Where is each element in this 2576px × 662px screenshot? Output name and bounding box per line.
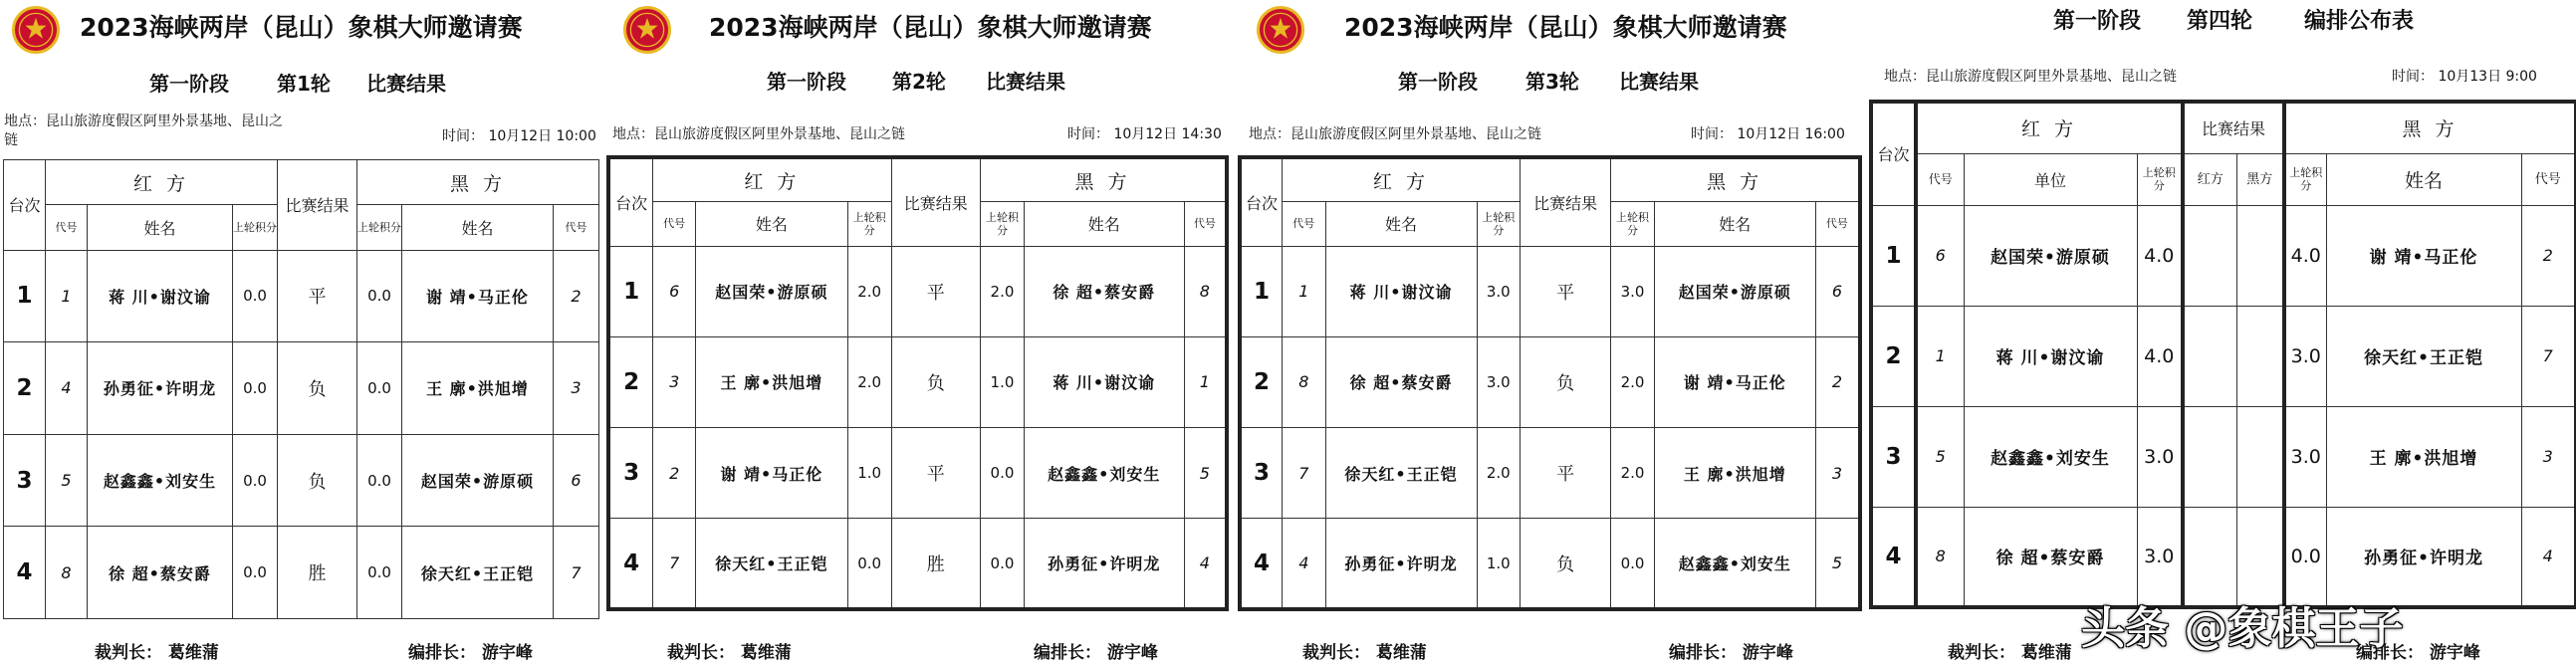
header-red-score: 上轮积分	[233, 205, 278, 250]
table-row	[4, 250, 599, 342]
header-red: 红 方	[1283, 157, 1521, 202]
header-black-score: 上轮积分	[2284, 153, 2326, 205]
red-code: 1	[46, 250, 88, 342]
red-code: 5	[46, 434, 88, 527]
result-red-cell	[2183, 306, 2236, 406]
stage-label: 第一阶段	[2053, 9, 2142, 34]
red-score: 3.0	[1477, 246, 1521, 336]
location-text: 地点：昆山旅游度假区阿里外景基地、昆山之链	[1884, 69, 2177, 85]
red-code: 8	[46, 527, 88, 619]
red-name: 孙勇征•许明龙	[88, 342, 233, 435]
header-red-score: 上轮积分	[1477, 202, 1521, 247]
result: 负	[891, 336, 981, 427]
board-number: 3	[1240, 428, 1283, 519]
table-row	[4, 527, 599, 619]
chief-referee: 裁判长： 葛维蒲	[95, 643, 219, 662]
emblem-logo-icon	[623, 6, 671, 54]
red-name: 徐天红•王正铠	[696, 519, 848, 609]
time-text: 时间： 10月12日 16:00	[1691, 126, 1845, 142]
header-result: 比赛结果	[2183, 102, 2284, 153]
red-code: 6	[653, 246, 696, 336]
header-result: 比赛结果	[1521, 157, 1611, 246]
red-code: 7	[1283, 428, 1326, 519]
round-label: 第3轮	[1525, 70, 1579, 94]
pairing-table	[1869, 100, 2576, 609]
black-score: 0.0	[2284, 507, 2326, 607]
watermark: 头条 @象棋王子	[2081, 603, 2404, 654]
header-red-code: 代号	[1916, 153, 1964, 205]
stage-label: 第一阶段	[1398, 70, 1478, 94]
header-board: 台次	[1240, 157, 1283, 246]
black-code: 4	[1184, 519, 1227, 609]
black-name: 徐天红•王正铠	[2326, 306, 2521, 406]
result: 平	[891, 428, 981, 519]
board-number: 4	[1240, 519, 1283, 609]
table-row	[1240, 519, 1860, 609]
result-black-cell	[2236, 205, 2284, 306]
board-number: 3	[608, 428, 653, 519]
red-score: 0.0	[233, 527, 278, 619]
black-code: 5	[1184, 428, 1227, 519]
round-label: 第1轮	[277, 72, 331, 96]
red-score: 2.0	[1477, 428, 1521, 519]
black-name: 孙勇征•许明龙	[2326, 507, 2521, 607]
black-score: 3.0	[1611, 246, 1655, 336]
black-code: 1	[1184, 336, 1227, 427]
board-number: 4	[608, 519, 653, 609]
emblem-logo-icon	[12, 6, 60, 54]
header-result-black: 黑方	[2236, 153, 2284, 205]
black-score: 3.0	[2284, 406, 2326, 507]
board-number: 1	[1871, 205, 1916, 306]
red-name: 孙勇征•许明龙	[1325, 519, 1477, 609]
red-code: 8	[1916, 507, 1964, 607]
chief-referee: 裁判长： 葛维蒲	[1948, 643, 2072, 662]
event-title: 2023海峡两岸（昆山）象棋大师邀请赛	[709, 13, 1152, 42]
results-table	[606, 155, 1229, 611]
table-row	[608, 519, 1227, 609]
red-name: 王 廓•洪旭增	[696, 336, 848, 427]
black-name: 王 廓•洪旭增	[2326, 406, 2521, 507]
black-score: 4.0	[2284, 205, 2326, 306]
black-code: 6	[1815, 246, 1860, 336]
red-score: 0.0	[233, 342, 278, 435]
black-code: 3	[554, 342, 599, 435]
chief-referee: 裁判长： 葛维蒲	[667, 643, 792, 662]
scheduler: 编排长： 游宇峰	[1034, 643, 1158, 662]
black-name: 赵鑫鑫•刘安生	[1654, 519, 1815, 609]
black-code: 3	[2521, 406, 2576, 507]
black-name: 赵鑫鑫•刘安生	[1024, 428, 1184, 519]
red-name: 蒋 川•谢汶谕	[1325, 246, 1477, 336]
black-code: 2	[1815, 336, 1860, 427]
event-title: 2023海峡两岸（昆山）象棋大师邀请赛	[80, 13, 523, 42]
board-number: 3	[4, 434, 46, 527]
results-table	[3, 159, 599, 619]
board-number: 1	[4, 250, 46, 342]
black-name: 谢 靖•马正伦	[402, 250, 554, 342]
result-title: 比赛结果	[1619, 70, 1699, 94]
red-score: 1.0	[1477, 519, 1521, 609]
header-board: 台次	[608, 157, 653, 246]
black-score: 0.0	[1611, 519, 1655, 609]
header-result-red: 红方	[2183, 153, 2236, 205]
red-name: 徐天红•王正铠	[1325, 428, 1477, 519]
black-score: 2.0	[1611, 336, 1655, 427]
header-black-name: 姓名	[402, 205, 554, 250]
result: 负	[278, 434, 357, 527]
red-score: 3.0	[1477, 336, 1521, 427]
red-code: 4	[1283, 519, 1326, 609]
header-black-code: 代号	[554, 205, 599, 250]
header-red: 红 方	[1916, 102, 2183, 153]
header-red-code: 代号	[1283, 202, 1326, 247]
black-name: 蒋 川•谢汶谕	[1024, 336, 1184, 427]
red-name: 赵国荣•游原硕	[696, 246, 848, 336]
black-code: 5	[1815, 519, 1860, 609]
header-black-name: 姓名	[1024, 202, 1184, 247]
red-name: 赵鑫鑫•刘安生	[88, 434, 233, 527]
location-text: 地点：昆山旅游度假区阿里外景基地、昆山之链	[1249, 126, 1541, 142]
red-score: 1.0	[847, 428, 891, 519]
red-code: 5	[1916, 406, 1964, 507]
red-score: 2.0	[847, 246, 891, 336]
header-red: 红 方	[653, 157, 891, 202]
black-code: 7	[2521, 306, 2576, 406]
result-black-cell	[2236, 406, 2284, 507]
board-number: 1	[608, 246, 653, 336]
chief-referee: 裁判长： 葛维蒲	[1302, 643, 1427, 662]
time-text: 时间： 10月12日 10:00	[442, 128, 596, 144]
red-score: 3.0	[2137, 507, 2183, 607]
result-black-cell	[2236, 306, 2284, 406]
board-number: 2	[608, 336, 653, 427]
black-score: 0.0	[357, 527, 402, 619]
scheduler: 编排长： 游宇峰	[2356, 643, 2480, 662]
black-code: 7	[554, 527, 599, 619]
table-row	[608, 246, 1227, 336]
header-result: 比赛结果	[278, 160, 357, 251]
table-row	[1871, 205, 2576, 306]
black-score: 2.0	[981, 246, 1025, 336]
header-board: 台次	[4, 160, 46, 251]
header-red-score: 上轮积分	[2137, 153, 2183, 205]
board-number: 3	[1871, 406, 1916, 507]
black-score: 3.0	[2284, 306, 2326, 406]
red-code: 1	[1283, 246, 1326, 336]
black-score: 0.0	[981, 428, 1025, 519]
red-code: 8	[1283, 336, 1326, 427]
header-red-code: 代号	[46, 205, 88, 250]
result: 胜	[278, 527, 357, 619]
red-score: 3.0	[2137, 406, 2183, 507]
black-score: 2.0	[1611, 428, 1655, 519]
red-name: 徐 超•蔡安爵	[1964, 507, 2137, 607]
header-red-score: 上轮积分	[847, 202, 891, 247]
table-row	[608, 336, 1227, 427]
round-label: 第四轮	[2187, 9, 2253, 34]
stage-label: 第一阶段	[767, 70, 846, 94]
table-row	[1871, 306, 2576, 406]
result-red-cell	[2183, 406, 2236, 507]
red-name: 徐 超•蔡安爵	[1325, 336, 1477, 427]
round-3-panel	[1235, 0, 1864, 662]
emblem-logo-icon	[1257, 6, 1304, 54]
black-name: 徐 超•蔡安爵	[1024, 246, 1184, 336]
red-code: 2	[653, 428, 696, 519]
board-number: 4	[4, 527, 46, 619]
header-red-name: 姓名	[88, 205, 233, 250]
table-row	[608, 428, 1227, 519]
red-name: 赵国荣•游原硕	[1964, 205, 2137, 306]
result: 平	[278, 250, 357, 342]
result: 平	[891, 246, 981, 336]
black-code: 3	[1815, 428, 1860, 519]
black-score: 0.0	[357, 342, 402, 435]
header-black-score: 上轮积分	[1611, 202, 1655, 247]
red-code: 6	[1916, 205, 1964, 306]
black-score: 0.0	[981, 519, 1025, 609]
results-table	[1238, 155, 1862, 611]
black-name: 谢 靖•马正伦	[1654, 336, 1815, 427]
red-score: 2.0	[847, 336, 891, 427]
header-black: 黑 方	[357, 160, 599, 205]
scheduler: 编排长： 游宇峰	[1669, 643, 1793, 662]
red-score: 0.0	[847, 519, 891, 609]
red-name: 徐 超•蔡安爵	[88, 527, 233, 619]
board-number: 2	[1871, 306, 1916, 406]
table-row	[1240, 428, 1860, 519]
black-score: 0.0	[357, 434, 402, 527]
round-4-panel	[1866, 0, 2576, 662]
result-title: 比赛结果	[366, 72, 446, 96]
round-1-panel	[0, 0, 601, 662]
result: 负	[278, 342, 357, 435]
event-title: 2023海峡两岸（昆山）象棋大师邀请赛	[1344, 13, 1787, 42]
red-score: 4.0	[2137, 205, 2183, 306]
header-black-score: 上轮积分	[981, 202, 1025, 247]
red-name: 蒋 川•谢汶谕	[1964, 306, 2137, 406]
scheduler: 编排长： 游宇峰	[408, 643, 533, 662]
result: 胜	[891, 519, 981, 609]
black-code: 4	[2521, 507, 2576, 607]
result-red-cell	[2183, 205, 2236, 306]
header-unit: 单位	[1964, 153, 2137, 205]
time-text: 时间： 10月12日 14:30	[1067, 126, 1222, 142]
header-red-name: 姓名	[696, 202, 848, 247]
red-name: 赵鑫鑫•刘安生	[1964, 406, 2137, 507]
table-row	[4, 342, 599, 435]
result: 负	[1521, 519, 1611, 609]
board-number: 2	[4, 342, 46, 435]
header-red-code: 代号	[653, 202, 696, 247]
header-black-code: 代号	[1184, 202, 1227, 247]
red-name: 蒋 川•谢汶谕	[88, 250, 233, 342]
black-code: 2	[2521, 205, 2576, 306]
result: 平	[1521, 246, 1611, 336]
black-code: 6	[554, 434, 599, 527]
black-name: 王 廓•洪旭增	[1654, 428, 1815, 519]
header-black: 黑 方	[2284, 102, 2576, 153]
red-score: 4.0	[2137, 306, 2183, 406]
table-row	[1240, 246, 1860, 336]
black-score: 1.0	[981, 336, 1025, 427]
location-text: 地点：昆山旅游度假区阿里外景基地、昆山之链	[612, 126, 905, 142]
black-score: 0.0	[357, 250, 402, 342]
black-name: 王 廓•洪旭增	[402, 342, 554, 435]
header-black-name: 姓名	[1654, 202, 1815, 247]
board-number: 4	[1871, 507, 1916, 607]
black-name: 谢 靖•马正伦	[2326, 205, 2521, 306]
red-name: 谢 靖•马正伦	[696, 428, 848, 519]
black-name: 赵国荣•游原硕	[1654, 246, 1815, 336]
black-code: 2	[554, 250, 599, 342]
black-code: 8	[1184, 246, 1227, 336]
schedule-title: 编排公布表	[2304, 9, 2415, 34]
header-black: 黑 方	[1611, 157, 1860, 202]
header-red-name: 姓名	[1325, 202, 1477, 247]
header-black-code: 代号	[2521, 153, 2576, 205]
red-code: 4	[46, 342, 88, 435]
time-text: 时间： 10月13日 9:00	[2392, 69, 2537, 85]
result: 平	[1521, 428, 1611, 519]
header-black: 黑 方	[981, 157, 1227, 202]
black-name: 孙勇征•许明龙	[1024, 519, 1184, 609]
red-code: 7	[653, 519, 696, 609]
round-label: 第2轮	[892, 70, 946, 94]
black-name: 徐天红•王正铠	[402, 527, 554, 619]
header-black-score: 上轮积分	[357, 205, 402, 250]
result-title: 比赛结果	[986, 70, 1065, 94]
table-row	[4, 434, 599, 527]
red-score: 0.0	[233, 434, 278, 527]
header-black-code: 代号	[1815, 202, 1860, 247]
red-code: 1	[1916, 306, 1964, 406]
table-row	[1240, 336, 1860, 427]
stage-label: 第一阶段	[149, 72, 229, 96]
board-number: 2	[1240, 336, 1283, 427]
location-text: 地点：昆山旅游度假区阿里外景基地、昆山之 链	[4, 113, 283, 148]
black-name: 赵国荣•游原硕	[402, 434, 554, 527]
red-code: 3	[653, 336, 696, 427]
red-score: 0.0	[233, 250, 278, 342]
round-2-panel	[603, 0, 1233, 662]
table-row	[1871, 406, 2576, 507]
header-board: 台次	[1871, 102, 1916, 205]
header-result: 比赛结果	[891, 157, 981, 246]
header-red: 红 方	[46, 160, 278, 205]
header-black-name: 姓名	[2326, 153, 2521, 205]
result: 负	[1521, 336, 1611, 427]
board-number: 1	[1240, 246, 1283, 336]
